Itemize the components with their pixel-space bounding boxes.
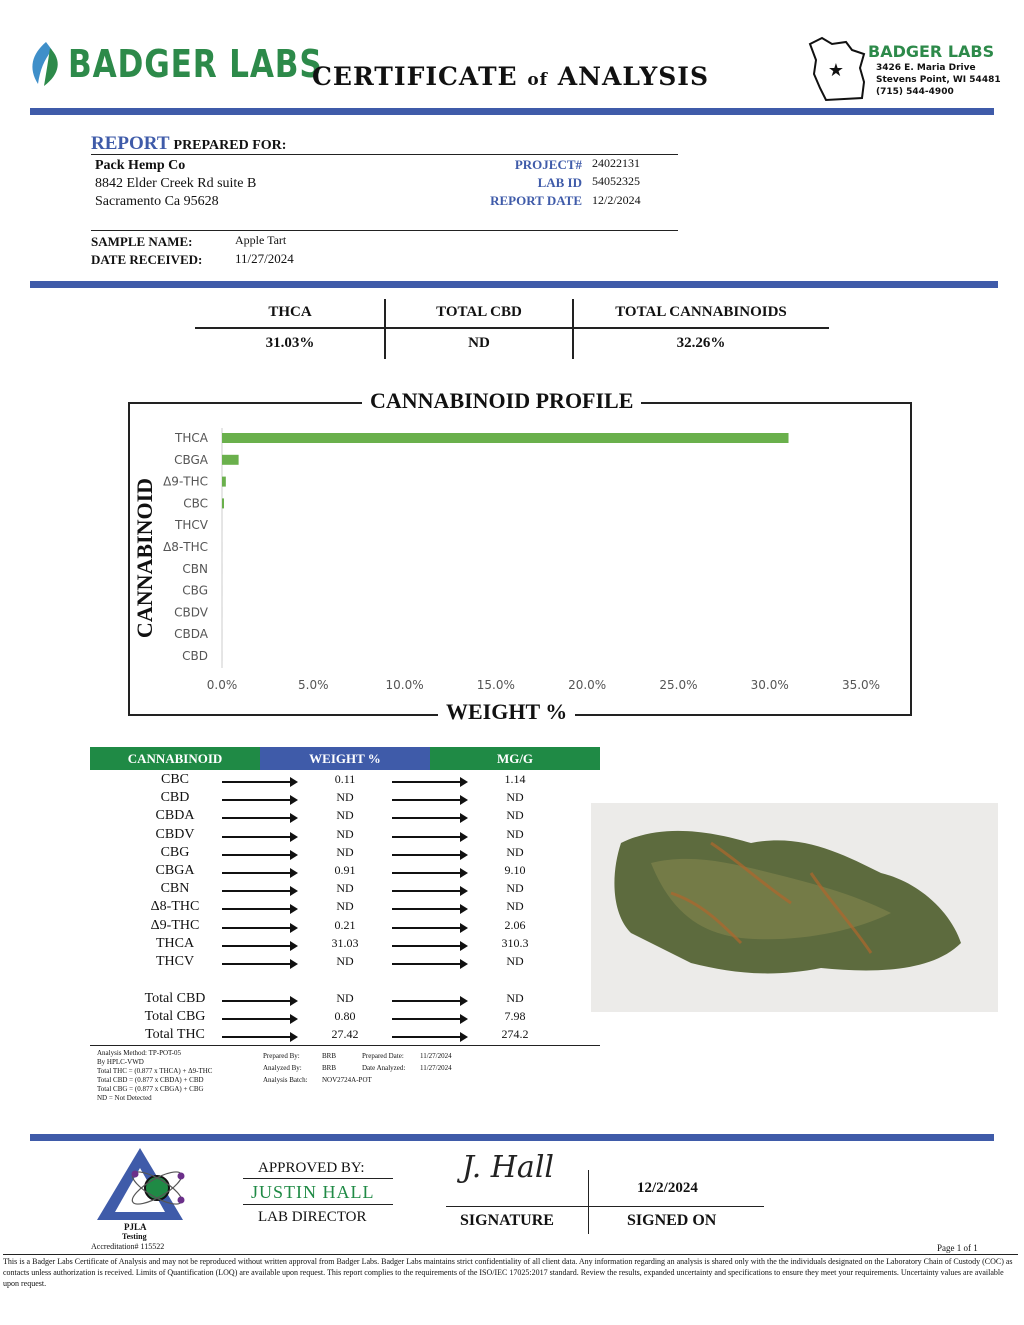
row-arrow-icon [222,872,296,874]
method-notes: Analysis Method: TP-POT-05 By HPLC-VWD Total THC = (0.877 x THCA) + Δ9-THC Total CBD = (0.877 x CBDA) + CBD Total CBG = (0.877 x CBGA) + CBG ND = Not Detected [97,1049,213,1102]
row-weight-value: ND [336,790,354,805]
date-values: 11/27/2024 11/27/2024 [420,1052,452,1072]
row-cannabinoid-name: CBGA [155,863,195,878]
summary-total-cannabinoids-value: 32.26% [676,335,726,351]
testing-text: Testing [122,1232,147,1241]
row-cannabinoid-name: Total CBG [144,1009,206,1025]
sample-photo [591,803,998,1012]
svg-text:★: ★ [827,60,845,80]
row-arrow-icon [392,836,466,838]
row-cannabinoid-name: Δ9-THC [150,917,200,933]
chart-bar [222,651,223,661]
row-arrow-icon [392,927,466,929]
chart-category-label: CBG [182,583,208,598]
row-arrow-icon [392,945,466,947]
wisconsin-map-icon [806,34,870,109]
row-weight-value: 27.42 [331,1027,359,1042]
project-label: PROJECT# [514,157,582,172]
row-mgg-value: 9.10 [504,863,526,877]
page-number: Page 1 of 1 [937,1243,978,1253]
row-cannabinoid-name: CBD [160,790,190,806]
row-mgg-value: ND [506,954,524,968]
date-received-value: 11/27/2024 [235,251,294,266]
chart-plot [130,404,906,710]
chart-category-label: CBN [182,561,208,576]
divider [91,230,678,231]
chart-category-label: CBD [182,649,208,663]
row-arrow-icon [222,799,296,801]
chart-category-label: THCA [175,431,208,445]
summary-thca-header: THCA [268,304,312,320]
row-arrow-icon [222,1018,296,1020]
row-arrow-icon [392,817,466,819]
row-arrow-icon [222,1036,296,1038]
divider [243,1204,393,1205]
row-arrow-icon [222,781,296,783]
report-prepared-for: REPORT PREPARED FOR: [91,133,287,154]
row-arrow-icon [222,890,296,892]
chart-tick-label: 0.0% [206,678,238,692]
approved-by-label: APPROVED BY: [258,1160,365,1176]
pjla-text: PJLA [124,1222,147,1232]
row-mgg-value: ND [506,790,524,805]
row-mgg-value: 1.14 [504,772,526,786]
col-header-cannabinoid: CANNABINOID [90,747,260,770]
row-mgg-value: ND [506,991,524,1005]
chart-bar [222,498,224,508]
approver-name: JUSTIN HALL [251,1182,375,1202]
row-weight-value: ND [336,808,354,823]
summary-total-cannabinoids-header: TOTAL CANNABINOIDS [615,304,787,320]
chart-bar [222,433,789,443]
row-arrow-icon [222,836,296,838]
row-arrow-icon [392,1036,466,1038]
row-cannabinoid-name: Total CBD [144,991,206,1006]
row-mgg-value: 7.98 [504,1009,526,1024]
row-arrow-icon [392,872,466,874]
row-arrow-icon [392,799,466,801]
chart-tick-label: 35.0% [841,678,881,692]
lab-address: 3426 E. Maria Drive Stevens Point, WI 54481 (715) 544-4900 [876,63,1001,97]
row-arrow-icon [222,963,296,965]
leaf-logo-icon [28,40,62,88]
row-arrow-icon [222,927,296,929]
row-arrow-icon [222,945,296,947]
row-arrow-icon [222,1000,296,1002]
signature-vdivider [588,1170,589,1234]
row-weight-value: 31.03 [331,935,359,950]
project-value: 24022131 [592,156,640,170]
row-weight-value: ND [336,844,354,859]
row-cannabinoid-name: CBC [160,772,189,787]
prep-values: BRB BRB NOV2724A-POT [322,1052,372,1084]
chart-bar [222,455,239,465]
col-header-weight: WEIGHT % [260,747,430,770]
row-mgg-value: ND [506,881,524,896]
section-rule [30,281,998,288]
row-cannabinoid-name: CBG [160,844,190,860]
chart-tick-label: 10.0% [385,678,424,692]
footer-rule [3,1254,1018,1255]
row-weight-value: 0.91 [334,863,356,877]
signature-image: J. Hall [462,1150,555,1185]
row-mgg-value: 2.06 [504,917,526,932]
row-arrow-icon [222,817,296,819]
summary-thca-value: 31.03% [265,335,315,351]
row-weight-value: ND [336,899,354,914]
chart-tick-label: 5.0% [298,678,329,692]
col-header-mgg: MG/G [430,747,600,770]
chart-title: CANNABINOID PROFILE [362,388,641,414]
row-cannabinoid-name: CBN [160,881,190,897]
chart-ylabel: CANNABINOID [132,460,158,656]
row-arrow-icon [392,963,466,965]
date-labels: Prepared Date: Date Analyzed: [362,1052,406,1072]
row-mgg-value: ND [506,844,524,859]
signature-label: SIGNATURE [460,1212,554,1229]
row-cannabinoid-name: CBDA [155,808,195,824]
date-received-label: DATE RECEIVED: [91,252,203,267]
customer-info: Pack Hemp Co 8842 Elder Creek Rd suite B Sacramento Ca 95628 [95,158,257,209]
logo-text: BADGER LABS [68,42,323,86]
chart-category-label: THCV [175,518,208,533]
row-mgg-value: ND [506,899,524,914]
row-cannabinoid-name: THCA [155,935,195,951]
approver-role: LAB DIRECTOR [258,1209,367,1225]
row-weight-value: 0.80 [334,1009,356,1024]
chart-bar [222,564,223,574]
lab-id-label: LAB ID [537,175,582,190]
row-arrow-icon [392,908,466,910]
row-mgg-value: 310.3 [501,935,529,950]
chart-xlabel: WEIGHT % [438,699,575,725]
row-arrow-icon [392,781,466,783]
row-arrow-icon [392,1018,466,1020]
row-mgg-value: ND [506,808,524,823]
summary-total-cbd-value: ND [468,335,490,351]
row-weight-value: ND [336,826,354,841]
row-arrow-icon [392,854,466,856]
signature-line [446,1206,764,1207]
divider [91,154,678,155]
chart-bar [222,629,223,639]
chart-category-label: CBC [183,496,208,511]
divider [243,1178,393,1179]
row-weight-value: ND [336,991,354,1005]
approval-rule [30,1134,994,1141]
row-weight-value: 0.11 [334,772,356,786]
row-cannabinoid-name: THCV [155,954,195,969]
report-date-label: REPORT DATE [490,193,582,208]
row-cannabinoid-name: Total THC [145,1027,205,1043]
row-mgg-value: 274.2 [501,1027,529,1042]
page-title: CERTIFICATE of ANALYSIS [312,62,709,91]
chart-tick-label: 25.0% [659,678,698,692]
row-weight-value: ND [336,954,354,968]
row-cannabinoid-name: Δ8-THC [150,899,200,915]
signed-date: 12/2/2024 [637,1180,698,1196]
lab-name: BADGER LABS [868,42,995,61]
pjla-logo [95,1146,205,1229]
signed-on-label: SIGNED ON [627,1212,717,1229]
chart-tick-label: 30.0% [750,678,789,692]
chart-category-label: CBDV [174,605,208,620]
row-cannabinoid-name: CBDV [155,826,195,842]
chart-bar [222,607,223,617]
sample-name-label: SAMPLE NAME: [91,234,193,249]
report-date-value: 12/2/2024 [592,193,641,207]
chart-bar [222,542,223,552]
chart-bar [222,477,226,487]
footer-disclaimer: This is a Badger Labs Certificate of Analysis and may not be reproduced without written approval from Badger Labs. Badger Labs maintains strict confidentiality of all client data. Any information regarding an analysis is shared only with the the individuals designated on the Laboratory Chain of Custody (COC) as contacts unless authorization is received. Limits of Quantification (LOQ) are available upon request. This report complies to the requirements of the ISO/IEC 17025:2017 standard. Review the results, expanded uncertainty and specifications to ensure they meet your requirements. Uncertainty values are available upon request. [3,1257,1013,1288]
row-arrow-icon [392,890,466,892]
header-rule [30,108,994,115]
chart-category-label: Δ8-THC [163,540,208,554]
chart-tick-label: 15.0% [476,678,515,692]
row-arrow-icon [392,1000,466,1002]
chart-category-label: CBGA [174,452,208,467]
row-weight-value: 0.21 [334,917,356,932]
lab-id-value: 54052325 [592,174,640,188]
summary-divider [195,327,829,329]
sample-name-value: Apple Tart [235,233,287,247]
accreditation-text: Accreditation# 115522 [91,1242,165,1251]
chart-category-label: Δ9-THC [163,474,208,489]
row-weight-value: ND [336,881,354,896]
chart-category-label: CBDA [174,627,208,642]
prep-labels: Prepared By: Analyzed By: Analysis Batch: [263,1052,308,1084]
row-arrow-icon [222,908,296,910]
summary-total-cbd-header: TOTAL CBD [436,304,522,320]
chart-bar [222,520,223,530]
row-mgg-value: ND [506,826,524,841]
chart-tick-label: 20.0% [568,678,607,692]
chart-bar [222,586,223,596]
table-bottom-rule [90,1045,600,1046]
row-arrow-icon [222,854,296,856]
